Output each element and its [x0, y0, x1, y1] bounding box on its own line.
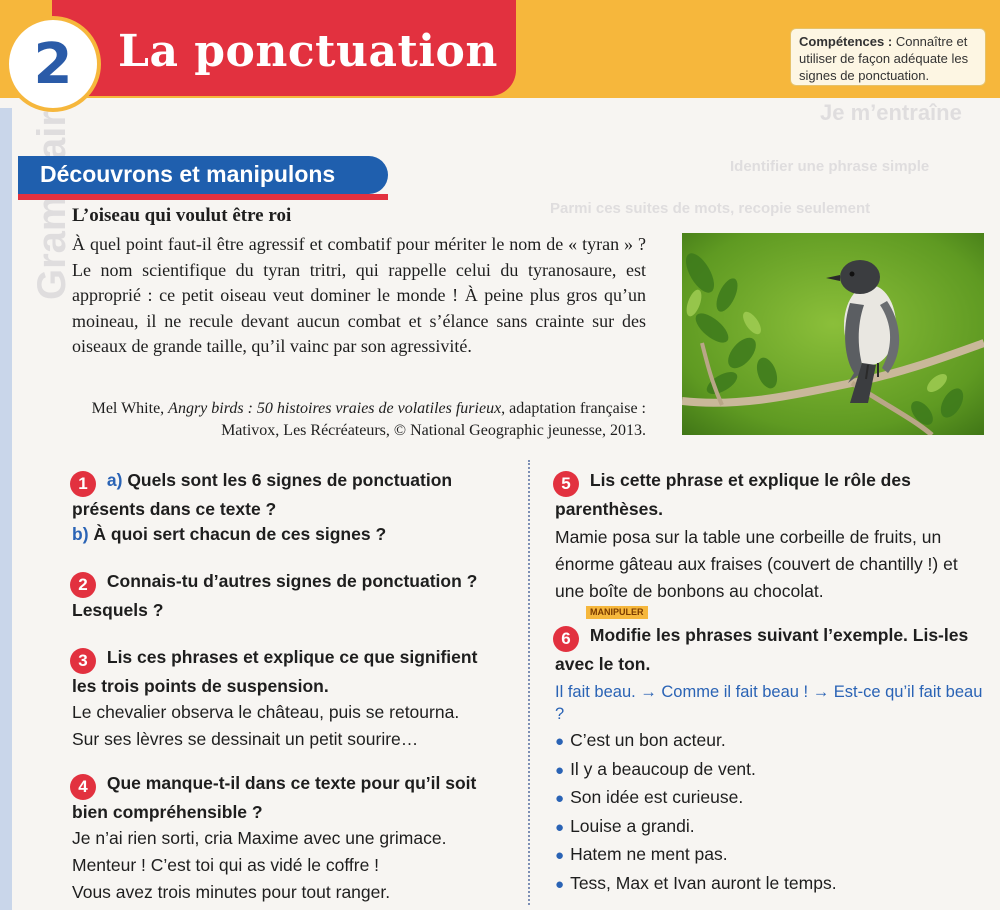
list-item: ● Tess, Max et Ivan auront le temps.: [555, 872, 837, 893]
question-number: 4: [70, 774, 96, 800]
reading-paragraph: À quel point faut-il être agressif et combatif pour mériter le nom de « tyran » ? Le nom scientifique du tyran tritri, qui rappelle celui du tyranosaure, est approprié : ce petit oiseau veut dominer le monde ! À peine plus gros qu’un moineau, il ne recule devant aucun combat et s’élance sans crainte sur des oiseaux de grande taille, qu’il vainc par son agressivité.: [72, 234, 646, 356]
list-item: ● Il y a beaucoup de vent.: [555, 758, 756, 779]
show-through-text: Identifier une phrase simple: [730, 158, 930, 175]
left-questions: [72, 468, 506, 906]
list-item: ● C’est un bon acteur.: [555, 730, 726, 750]
lesson-title: La ponctuation: [118, 26, 498, 77]
competences-box: [790, 28, 986, 86]
answer-line: Vous avez trois minutes pour tout ranger.: [72, 882, 391, 902]
bullet-icon: ●: [555, 818, 565, 836]
bullet-icon: ●: [555, 733, 565, 750]
bird-photo: [682, 233, 984, 435]
question-2: [72, 569, 506, 623]
question-label-a: a): [106, 470, 123, 490]
answer-paragraph: Mamie posa sur la table une corbeille de fruits, un énorme gâteau aux fraises (couvert de chantilly !) et une boîte de bonbons au chocolat.: [555, 527, 958, 601]
answer-line: Je n’ai rien sorti, cria Maxime avec une grimace.: [72, 828, 447, 848]
right-questions: [555, 468, 985, 898]
exercise-list: [555, 727, 985, 898]
reading-body: [72, 232, 646, 360]
column-divider: [528, 460, 530, 905]
question-number: 1: [70, 471, 96, 497]
answer-line: Sur ses lèvres se dessinait un petit sourire…: [72, 729, 419, 749]
lesson-number-badge: 2: [5, 16, 101, 112]
answer-line: Le chevalier observa le château, puis se retourna.: [72, 702, 460, 722]
bullet-icon: ●: [555, 847, 565, 864]
question-text: Que manque-t-il dans ce texte pour qu’il soit bien compréhensible ?: [72, 773, 477, 822]
bullet-icon: ●: [555, 761, 565, 779]
question-text: Lis ces phrases et explique ce que signifient les trois points de suspension.: [72, 647, 478, 696]
bullet-icon: ●: [555, 875, 565, 893]
reading-title: L’oiseau qui voulut être roi: [72, 205, 292, 226]
example-sentence: Il fait beau. → Comme il fait beau ! → Est-ce qu’il fait beau ?: [555, 683, 983, 723]
question-number: 5: [553, 471, 579, 497]
cite-author: Mel White,: [91, 400, 165, 417]
question-text-a: Quels sont les 6 signes de ponctuation présents dans ce texte ?: [72, 470, 453, 519]
question-4: [72, 771, 506, 825]
left-margin-bar: [0, 108, 12, 910]
answer-line: Menteur ! C’est toi qui as vidé le coffre !: [72, 855, 380, 875]
show-through-text: Je m’entraîne: [820, 100, 962, 125]
question-text: Connais-tu d’autres signes de ponctuation ? Lesquels ?: [72, 571, 478, 620]
bird-illustration: [682, 233, 984, 435]
question-1: [72, 468, 506, 547]
list-item: ● Hatem ne ment pas.: [555, 844, 728, 864]
list-item: ● Son idée est curieuse.: [555, 787, 744, 807]
show-through-text: Parmi ces suites de mots, recopie seulement: [550, 200, 871, 217]
question-text: Lis cette phrase et explique le rôle des parenthèses.: [555, 470, 911, 519]
question-5: [555, 468, 985, 522]
question-number: 3: [70, 648, 96, 674]
question-3: [72, 645, 506, 699]
question-text: Modifie les phrases suivant l’exemple. Lis-les avec le ton.: [555, 625, 969, 674]
cite-book: Angry birds : 50 histoires vraies de volatiles furieux: [168, 400, 502, 417]
question-number: 2: [70, 572, 96, 598]
question-label-b: b): [72, 524, 89, 544]
competences-text: Connaître et utiliser de façon adéquate les signes de ponctuation.: [799, 34, 969, 83]
competences-label: Compétences :: [799, 34, 893, 49]
manipuler-tag: MANIPULER: [586, 606, 648, 619]
section-heading: Découvrons et manipulons: [18, 156, 388, 194]
reading-citation: [72, 398, 646, 442]
list-item: ● Louise a grandi.: [555, 815, 695, 836]
question-6: [555, 623, 985, 677]
question-text-b: À quoi sert chacun de ces signes ?: [93, 524, 387, 544]
question-number: 6: [553, 626, 579, 652]
cite-rest: , adaptation française : Mativox, Les Récréateurs, © National Geographic jeunesse, 2013.: [221, 400, 646, 439]
bullet-icon: ●: [555, 790, 565, 807]
